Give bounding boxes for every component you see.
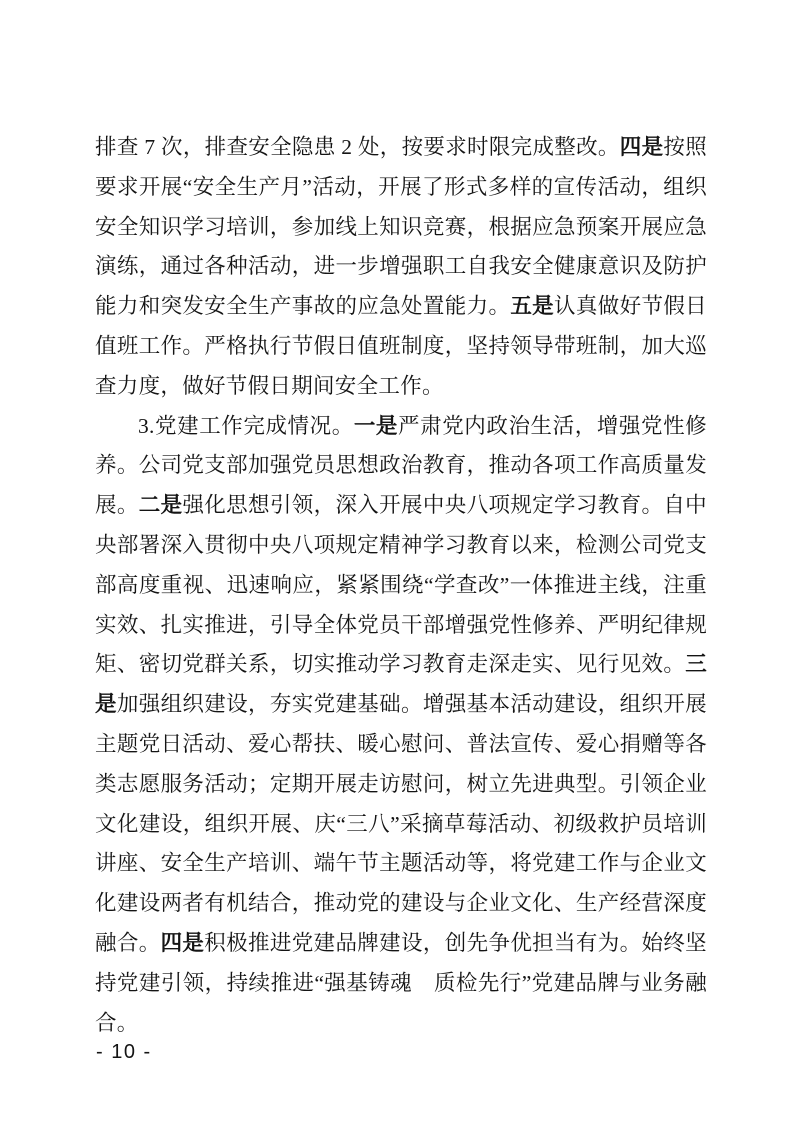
text-run: 严肃党内政治生活，增强党性修养。公司党支部加强党员思想政治教育，推动各项工作高质量发展。: [95, 413, 707, 518]
bold-run: 二是: [138, 493, 183, 518]
bold-run: 四是: [160, 930, 205, 955]
paragraph: [95, 128, 707, 407]
text-run: 认真做好节假日值班工作。严格执行节假日值班制度，坚持领导带班制，加大巡查力度，做好节假日期间安全工作。: [95, 294, 707, 398]
paragraph: [95, 407, 707, 1044]
page-number: - 10 -: [96, 1041, 152, 1063]
bold-run: 四是: [619, 135, 664, 159]
bold-run: 五是: [510, 294, 555, 319]
text-run: 积极推进党建品牌建设，创先争优担当有为。始终坚持党建引领，持续推进“强基铸魂 质检先行”党建品牌与业务融合。: [95, 930, 707, 1035]
text-run: 3.党建工作完成情况。: [138, 413, 354, 438]
text-run: 强化思想引领，深入开展中央八项规定学习教育。自中央部署深入贯彻中央八项规定精神学习教育以来，检测公司党支部高度重视、迅速响应，紧紧围绕“学查改”一体推进主线，注重实效、扎实推进，引导全体党员干部增强党性修养、严明纪律规矩、密切党群关系，切实推动学习教育走深走实、见行见效。: [95, 493, 707, 677]
bold-run: 三是: [95, 652, 707, 717]
document-body: [95, 128, 707, 1043]
bold-run: 一是: [353, 413, 399, 438]
text-run: 按照要求开展“安全生产月”活动，开展了形式多样的宣传活动，组织安全知识学习培训，参加线上知识竞赛，根据应急预案开展应急演练，通过各种活动，进一步增强职工自我安全健康意识及防护能力和突发安全生产事故的应急处置能力。: [95, 135, 708, 319]
text-run: 加强组织建设，夯实党建基础。增强基本活动建设，组织开展主题党日活动、爱心帮扶、暖心慰问、普法宣传、爱心捐赠等各类志愿服务活动；定期开展走访慰问，树立先进典型。引领企业文化建设，组织开展、庆“三八”采摘草莓活动、初级救护员培训讲座、安全生产培训、端午节主题活动等，将党建工作与企业文化建设两者有机结合，推动党的建设与企业文化、生产经营深度融合。: [95, 692, 707, 955]
text-run: 排查 7 次，排查安全隐患 2 处，按要求时限完成整改。: [95, 135, 620, 159]
